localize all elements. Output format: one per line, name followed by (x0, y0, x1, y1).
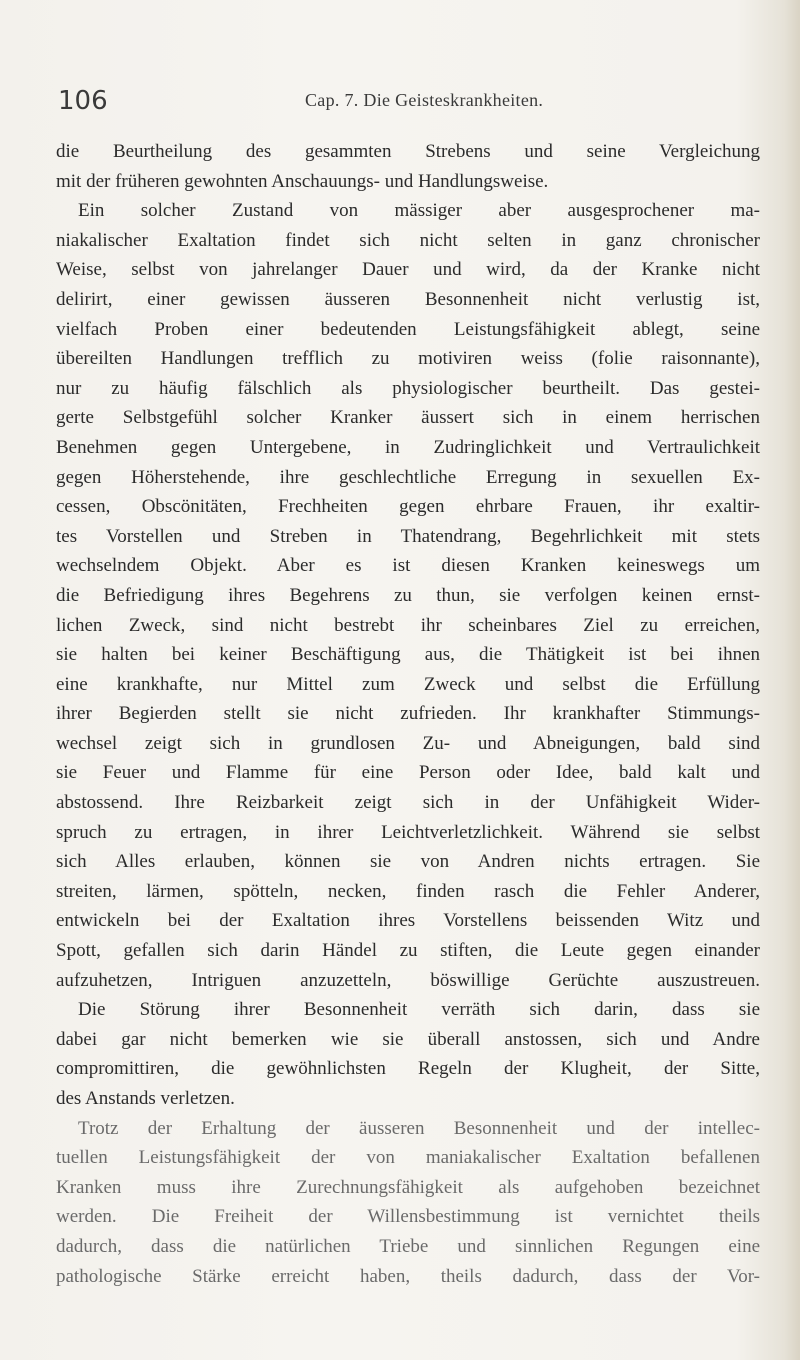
text-line: abstossend. Ihre Reizbarkeit zeigt sich in der Unfähigkeit Wider- (56, 792, 760, 814)
text-line: wechselndem Objekt. Aber es ist diesen Kranken keineswegs um (56, 555, 760, 577)
text-line: werden. Die Freiheit der Willensbestimmung ist vernichtet theils (56, 1206, 760, 1228)
text-line: die Befriedigung ihres Begehrens zu thun, sie verfolgen keinen ernst- (56, 584, 760, 606)
text-line: dabei gar nicht bemerken wie sie überall anstossen, sich und Andre (56, 1028, 760, 1050)
text-line: entwickeln bei der Exaltation ihres Vorstellens beissenden Witz und (56, 910, 760, 932)
text-line: tes Vorstellen und Streben in Thatendrang, Begehrlichkeit mit stets (56, 525, 760, 547)
text-line: tuellen Leistungsfähigkeit der von maniakalischer Exaltation befallenen (56, 1147, 760, 1169)
text-line: gegen Höherstehende, ihre geschlechtliche Erregung in sexuellen Ex- (56, 466, 760, 488)
text-line: spruch zu ertragen, in ihrer Leichtverletzlichkeit. Während sie selbst (56, 821, 760, 843)
page-number: 106 (58, 86, 108, 116)
page-header (58, 86, 758, 122)
text-line: lichen Zweck, sind nicht bestrebt ihr scheinbares Ziel zu erreichen, (56, 614, 760, 636)
text-line: übereilten Handlungen trefflich zu motiviren weiss (folie raisonnante), (56, 348, 760, 370)
text-line: vielfach Proben einer bedeutenden Leistungsfähigkeit ablegt, seine (56, 318, 760, 340)
text-line: sich Alles erlauben, können sie von Andren nichts ertragen. Sie (56, 851, 760, 873)
text-line: Spott, gefallen sich darin Händel zu stiften, die Leute gegen einander (56, 940, 760, 962)
text-line: cessen, Obscönitäten, Frechheiten gegen ehrbare Frauen, ihr exaltir- (56, 496, 760, 518)
text-line: mit der früheren gewohnten Anschauungs- und Handlungsweise. (56, 170, 549, 192)
text-line: des Anstands verletzen. (56, 1088, 235, 1109)
text-line: sie halten bei keiner Beschäftigung aus, die Thätigkeit ist bei ihnen (56, 644, 760, 666)
text-line: niakalischer Exaltation findet sich nicht selten in ganz chronischer (56, 229, 760, 251)
running-head: Cap. 7. Die Geisteskrankheiten. (305, 90, 544, 110)
text-line: wechsel zeigt sich in grundlosen Zu- und Abneigungen, bald sind (56, 732, 760, 754)
text-line: die Beurtheilung des gesammten Strebens und seine Vergleichung (56, 141, 760, 162)
text-line: delirirt, einer gewissen äusseren Besonnenheit nicht verlustig ist, (56, 288, 760, 310)
text-line: Die Störung ihrer Besonnenheit verräth sich darin, dass sie (78, 999, 760, 1021)
text-line: Trotz der Erhaltung der äusseren Besonnenheit und der intellec- (78, 1117, 760, 1139)
text-line: nur zu häufig fälschlich als physiologischer beurtheilt. Das gestei- (56, 377, 760, 399)
text-line: sie Feuer und Flamme für eine Person oder Idee, bald kalt und (56, 762, 760, 784)
text-line: pathologische Stärke erreicht haben, theils dadurch, dass der Vor- (56, 1265, 760, 1287)
text-line: Benehmen gegen Untergebene, in Zudringlichkeit und Vertraulichkeit (56, 436, 760, 458)
text-line: Weise, selbst von jahrelanger Dauer und wird, da der Kranke nicht (56, 259, 760, 281)
text-line: Kranken muss ihre Zurechnungsfähigkeit als aufgehoben bezeichnet (56, 1176, 760, 1198)
text-line: gerte Selbstgefühl solcher Kranker äussert sich in einem herrischen (56, 407, 760, 429)
text-line: eine krankhafte, nur Mittel zum Zweck und selbst die Erfüllung (56, 673, 760, 695)
body-text (56, 137, 760, 1291)
text-line: ihrer Begierden stellt sie nicht zufrieden. Ihr krankhafter Stimmungs- (56, 703, 760, 725)
text-line: streiten, lärmen, spötteln, necken, finden rasch die Fehler Anderer, (56, 880, 760, 902)
text-line: compromittiren, die gewöhnlichsten Regeln der Klugheit, der Sitte, (56, 1058, 760, 1080)
text-line: dadurch, dass die natürlichen Triebe und sinnlichen Regungen eine (56, 1235, 760, 1257)
text-line: aufzuhetzen, Intriguen anzuzetteln, böswillige Gerüchte auszustreuen. (56, 969, 760, 991)
text-line: Ein solcher Zustand von mässiger aber ausgesprochener ma- (78, 200, 760, 222)
